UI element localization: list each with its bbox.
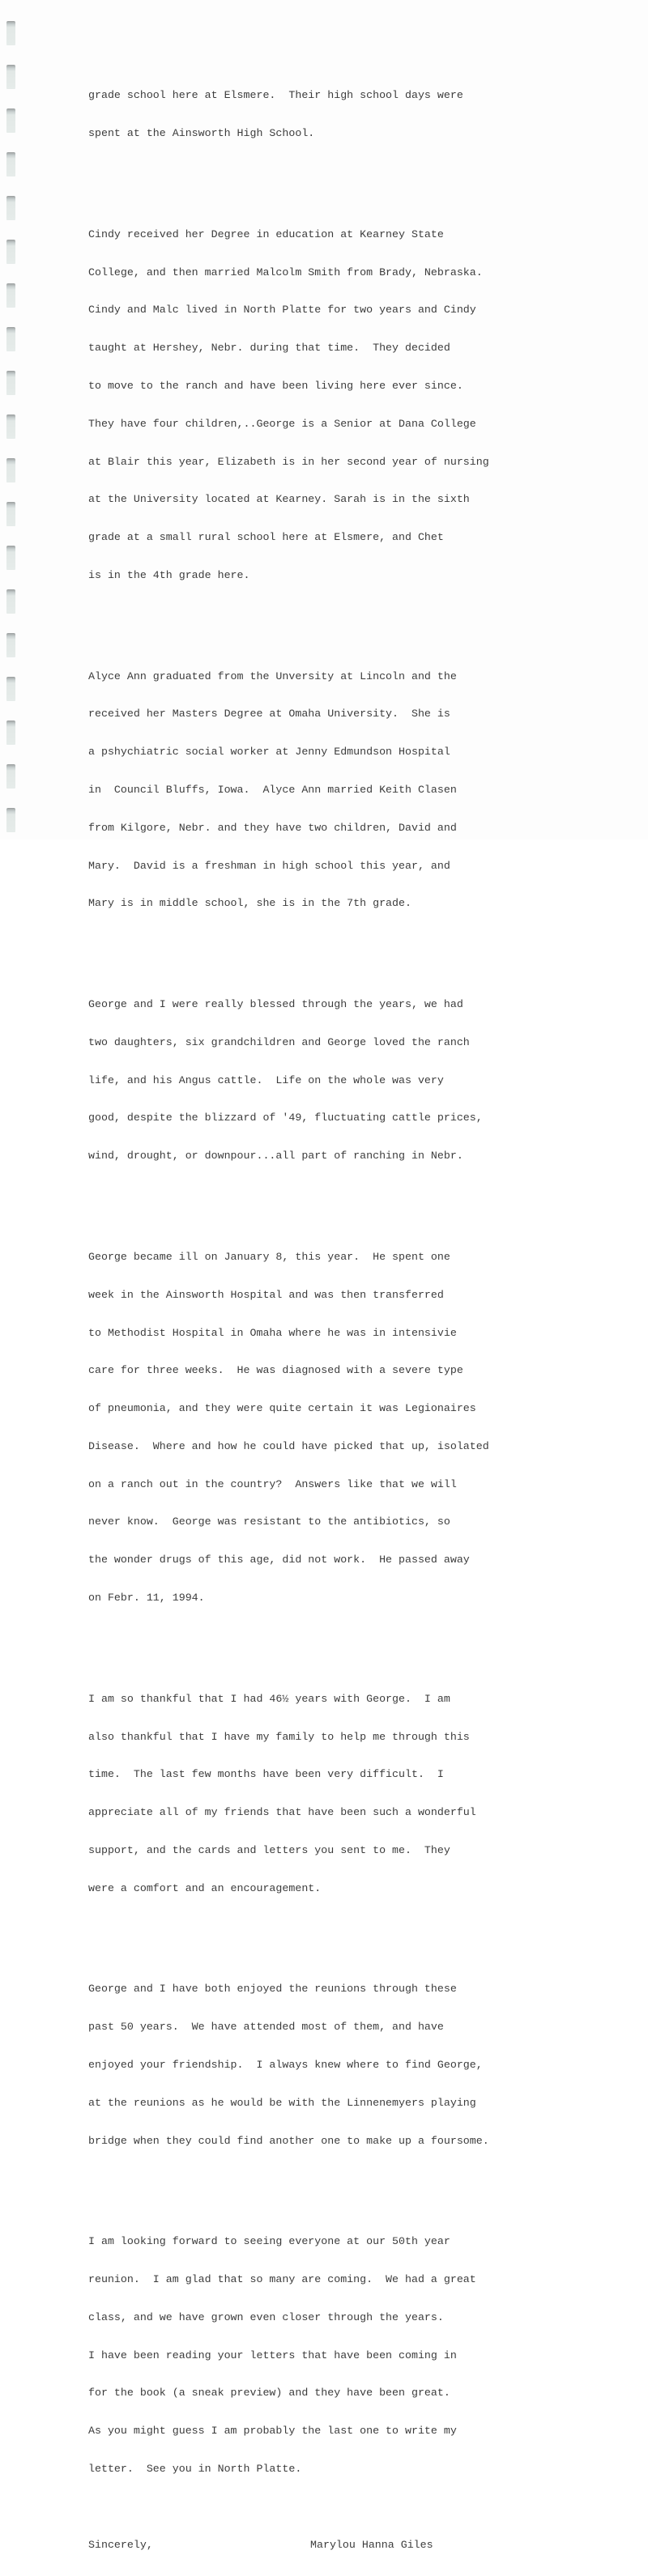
text-line: for the book (a sneak preview) and they have been great. xyxy=(88,2387,450,2400)
text-line: to Methodist Hospital in Omaha where he was in intensivie xyxy=(88,1326,457,1339)
binding-hole xyxy=(6,721,15,745)
binding-hole xyxy=(6,502,15,526)
text-line: grade at a small rural school here at Elsmere, and Chet xyxy=(88,531,444,544)
binding-hole xyxy=(6,108,15,133)
binding-hole xyxy=(6,808,15,832)
text-line: Alyce Ann graduated from the Unversity at Lincoln and the xyxy=(88,670,457,682)
text-line: life, and his Angus cattle. Life on the whole was very xyxy=(88,1073,444,1086)
binding-hole xyxy=(6,633,15,657)
binding-holes xyxy=(6,0,16,840)
text-line: Mary is in middle school, she is in the 7th grade. xyxy=(88,897,411,910)
text-line: bridge when they could find another one to make up a foursome. xyxy=(88,2134,489,2147)
text-line: time. The last few months have been very difficult. I xyxy=(88,1768,444,1781)
text-line: As you might guess I am probably the last one to write my xyxy=(88,2425,457,2438)
binding-hole xyxy=(6,65,15,89)
text-line: letter. See you in North Platte. xyxy=(88,2463,302,2475)
letter-body xyxy=(88,39,574,2576)
text-line: from Kilgore, Nebr. and they have two children, David and xyxy=(88,821,457,834)
binding-hole xyxy=(6,240,15,264)
text-line: the wonder drugs of this age, did not work. He passed away xyxy=(88,1554,470,1566)
paragraph-looking-forward xyxy=(88,2210,574,2501)
binding-hole xyxy=(6,458,15,482)
text-line: I am looking forward to seeing everyone at our 50th year xyxy=(88,2235,450,2248)
text-line: Disease. Where and how he could have picked that up, isolated xyxy=(88,1439,489,1452)
binding-hole xyxy=(6,414,15,439)
salutation: Sincerely, xyxy=(88,2538,153,2551)
binding-hole xyxy=(6,196,15,220)
text-line: They have four children,..George is a Senior at Dana College xyxy=(88,417,476,430)
paragraph-cindy xyxy=(88,203,574,607)
text-line: of pneumonia, and they were quite certain it was Legionaires xyxy=(88,1402,476,1415)
text-line: is in the 4th grade here. xyxy=(88,568,250,581)
text-line: two daughters, six grandchildren and George loved the ranch xyxy=(88,1035,470,1048)
paragraph-alyce-ann xyxy=(88,645,574,936)
binding-hole xyxy=(6,283,15,308)
paragraph-thankful xyxy=(88,1668,574,1920)
text-line: also thankful that I have my family to help me through this xyxy=(88,1730,470,1743)
text-line: at the reunions as he would be with the Linnenemyers playing xyxy=(88,2096,476,2109)
text-line: to move to the ranch and have been living here ever since. xyxy=(88,380,463,393)
text-line: at the University located at Kearney. Sarah is in the sixth xyxy=(88,493,470,506)
text-line: George and I were really blessed through the years, we had xyxy=(88,998,463,1011)
text-line: appreciate all of my friends that have been such a wonderful xyxy=(88,1806,476,1819)
binding-hole xyxy=(6,764,15,789)
text-line: grade school here at Elsmere. Their high school days were xyxy=(88,89,463,102)
text-line: in Council Bluffs, Iowa. Alyce Ann married Keith Clasen xyxy=(88,784,457,797)
text-line: on Febr. 11, 1994. xyxy=(88,1592,205,1605)
text-line: week in the Ainsworth Hospital and was then transferred xyxy=(88,1288,444,1301)
text-line: Cindy and Malc lived in North Platte for two years and Cindy xyxy=(88,304,476,317)
signature: Marylou Hanna Giles xyxy=(310,2538,433,2551)
binding-hole xyxy=(6,677,15,701)
paragraph-reunions xyxy=(88,1958,574,2172)
text-line: College, and then married Malcolm Smith from Brady, Nebraska. xyxy=(88,266,483,278)
text-line: enjoyed your friendship. I always knew where to find George, xyxy=(88,2059,483,2071)
text-line: on a ranch out in the country? Answers like that we will xyxy=(88,1477,457,1490)
text-line: I am so thankful that I had 46½ years with George. I am xyxy=(88,1692,450,1705)
text-line: George became ill on January 8, this year. He spent one xyxy=(88,1251,450,1263)
text-line: a pshychiatric social worker at Jenny Edmundson Hospital xyxy=(88,746,450,759)
text-line: were a comfort and an encouragement. xyxy=(88,1881,322,1894)
text-line: past 50 years. We have attended most of them, and have xyxy=(88,2021,444,2034)
text-line: received her Masters Degree at Omaha University. She is xyxy=(88,708,450,721)
binding-hole xyxy=(6,371,15,395)
paragraph-school xyxy=(88,64,574,165)
text-line: good, despite the blizzard of '49, fluctuating cattle prices, xyxy=(88,1112,483,1124)
letter-closing xyxy=(88,2539,574,2552)
text-line: support, and the cards and letters you sent to me. They xyxy=(88,1843,450,1856)
paragraph-illness xyxy=(88,1226,574,1630)
text-line: taught at Hershey, Nebr. during that time. They decided xyxy=(88,342,450,355)
binding-hole xyxy=(6,152,15,176)
text-line: Cindy received her Degree in education at Kearney State xyxy=(88,227,444,240)
paragraph-blessed xyxy=(88,973,574,1188)
text-line: at Blair this year, Elizabeth is in her second year of nursing xyxy=(88,455,489,468)
text-line: George and I have both enjoyed the reunions through these xyxy=(88,1983,457,1996)
text-line: reunion. I am glad that so many are coming. We had a great xyxy=(88,2273,476,2286)
text-line: wind, drought, or downpour...all part of ranching in Nebr. xyxy=(88,1150,463,1163)
text-line: spent at the Ainsworth High School. xyxy=(88,127,315,140)
binding-hole xyxy=(6,21,15,45)
binding-hole xyxy=(6,327,15,351)
text-line: never know. George was resistant to the antibiotics, so xyxy=(88,1515,450,1528)
text-line: class, and we have grown even closer through the years. xyxy=(88,2310,444,2323)
text-line: I have been reading your letters that have been coming in xyxy=(88,2349,457,2361)
text-line: Mary. David is a freshman in high school this year, and xyxy=(88,859,450,872)
binding-hole xyxy=(6,546,15,570)
binding-hole xyxy=(6,589,15,614)
text-line: care for three weeks. He was diagnosed with a severe type xyxy=(88,1364,463,1377)
